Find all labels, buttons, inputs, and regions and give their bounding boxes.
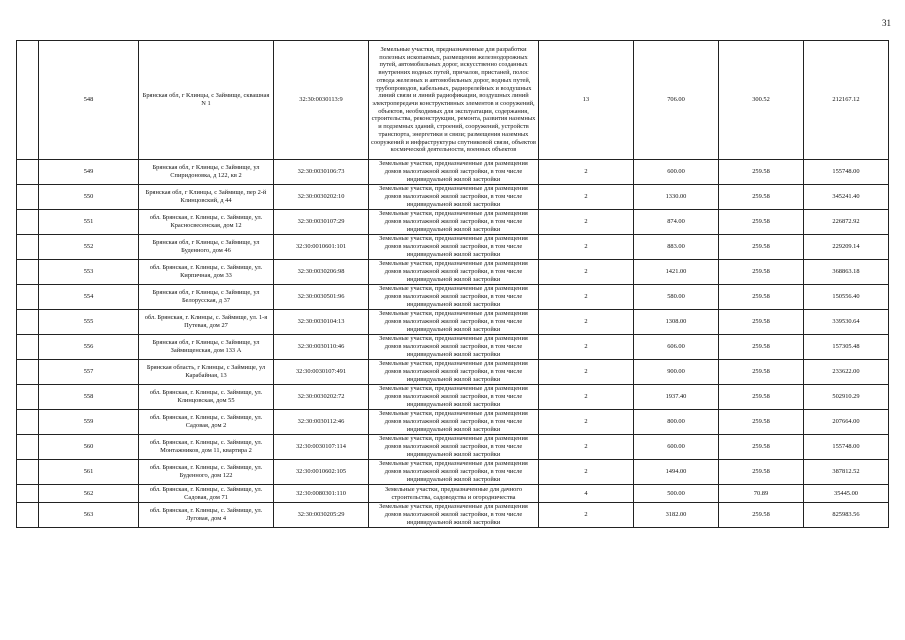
land-purpose-cell: Земельные участки, предназначенные для размещения домов малоэтажной жилой застройки, в том числе индивидуальной жилой застройки: [369, 210, 539, 235]
land-purpose-cell: Земельные участки, предназначенные для разработки полезных ископаемых, размещения железнодорожных путей, автомобильных дорог, искусственно созданных внутренних водных путей, причалов, пристаней, полос отвода железных и автомобильных дорог, водных путей, трубопроводов, кабельных, радиорелейных и воздушных линий связи и линий радиофикации, воздушных линий электропередачи конструктивных элементов и сооружений, объектов, необходимых для эксплуатации, содержания, строительства, реконструкции, ремонта, развития наземных и подземных зданий, строений, сооружений, устройств транспорта, энергетики и связи; размещения наземных сооружений и инфраструктуры спутниковой связи, объектов космической деятельности, военных объектов: [369, 41, 539, 160]
area-cell: 580.00: [634, 285, 719, 310]
area-cell: 1494.00: [634, 460, 719, 485]
blank-cell: [17, 460, 39, 485]
blank-cell: [17, 185, 39, 210]
table-row: [17, 41, 889, 160]
land-purpose-cell: Земельные участки, предназначенные для размещения домов малоэтажной жилой застройки, в том числе индивидуальной жилой застройки: [369, 385, 539, 410]
blank-cell: [17, 310, 39, 335]
land-type-code-cell: 2: [539, 460, 634, 485]
area-cell: 883.00: [634, 235, 719, 260]
cadastral-number-cell: 32:30:0030501:96: [274, 285, 369, 310]
blank-cell: [17, 41, 39, 160]
page-number: 31: [882, 18, 891, 28]
land-type-code-cell: 2: [539, 260, 634, 285]
land-type-code-cell: 2: [539, 410, 634, 435]
address-cell: обл. Брянская, г. Клинцы, с. Займище, ул. Клинцовская, дом 55: [139, 385, 274, 410]
area-cell: 900.00: [634, 360, 719, 385]
blank-cell: [17, 360, 39, 385]
area-cell: 874.00: [634, 210, 719, 235]
land-type-code-cell: 2: [539, 285, 634, 310]
row-number-cell: 556: [39, 335, 139, 360]
cadastral-number-cell: 32:30:0030107:114: [274, 435, 369, 460]
blank-cell: [17, 410, 39, 435]
land-purpose-cell: Земельные участки, предназначенные для размещения домов малоэтажной жилой застройки, в том числе индивидуальной жилой застройки: [369, 310, 539, 335]
cadastral-rate-cell: 259.58: [719, 503, 804, 528]
cadastral-value-cell: 155748.00: [804, 160, 889, 185]
address-cell: Брянская обл, г Клинцы, с Займище, ул Буденного, дом 46: [139, 235, 274, 260]
cadastral-value-cell: 155748.00: [804, 435, 889, 460]
land-purpose-cell: Земельные участки, предназначенные для размещения домов малоэтажной жилой застройки, в том числе индивидуальной жилой застройки: [369, 160, 539, 185]
row-number-cell: 561: [39, 460, 139, 485]
land-type-code-cell: 2: [539, 310, 634, 335]
address-cell: обл. Брянская, г. Клинцы, с. Займище, ул. Красносвесенская, дом 12: [139, 210, 274, 235]
table-row: [17, 460, 889, 485]
cadastral-value-cell: 345241.40: [804, 185, 889, 210]
blank-cell: [17, 335, 39, 360]
cadastral-rate-cell: 259.58: [719, 410, 804, 435]
area-cell: 1937.40: [634, 385, 719, 410]
row-number-cell: 558: [39, 385, 139, 410]
land-type-code-cell: 2: [539, 160, 634, 185]
row-number-cell: 563: [39, 503, 139, 528]
cadastral-value-cell: 502910.29: [804, 385, 889, 410]
blank-cell: [17, 235, 39, 260]
cadastral-number-cell: 32:30:0080301:110: [274, 485, 369, 503]
cadastral-rate-cell: 300.52: [719, 41, 804, 160]
cadastral-number-cell: 32:30:0030113:9: [274, 41, 369, 160]
address-cell: обл. Брянская, г. Клинцы, с. Займище, ул. Садовая, дом 2: [139, 410, 274, 435]
cadastral-rate-cell: 259.58: [719, 185, 804, 210]
area-cell: 606.00: [634, 335, 719, 360]
cadastral-rate-cell: 259.58: [719, 310, 804, 335]
table-row: [17, 410, 889, 435]
land-purpose-cell: Земельные участки, предназначенные для размещения домов малоэтажной жилой застройки, в том числе индивидуальной жилой застройки: [369, 435, 539, 460]
row-number-cell: 551: [39, 210, 139, 235]
blank-cell: [17, 285, 39, 310]
row-number-cell: 562: [39, 485, 139, 503]
address-cell: обл. Брянская, г. Клинцы, с. Займище, ул. Луговая, дом 4: [139, 503, 274, 528]
cadastral-number-cell: 32:30:0030206:98: [274, 260, 369, 285]
table-row: [17, 335, 889, 360]
cadastral-value-cell: 35445.00: [804, 485, 889, 503]
cadastral-number-cell: 32:30:0030202:10: [274, 185, 369, 210]
cadastral-value-cell: 157305.48: [804, 335, 889, 360]
table-row: [17, 435, 889, 460]
land-type-code-cell: 2: [539, 335, 634, 360]
land-purpose-cell: Земельные участки, предназначенные для размещения домов малоэтажной жилой застройки, в том числе индивидуальной жилой застройки: [369, 260, 539, 285]
address-cell: Брянская обл, г Клинцы, с Займище, пер 2-й Клинцовский, д 44: [139, 185, 274, 210]
table-row: [17, 260, 889, 285]
land-type-code-cell: 2: [539, 385, 634, 410]
cadastral-rate-cell: 259.58: [719, 260, 804, 285]
land-type-code-cell: 2: [539, 503, 634, 528]
blank-cell: [17, 435, 39, 460]
cadastral-number-cell: 32:30:0030107:29: [274, 210, 369, 235]
address-cell: обл. Брянская, г. Клинцы, с. Займище, ул. Кирпичная, дом 33: [139, 260, 274, 285]
table-row: [17, 503, 889, 528]
blank-cell: [17, 210, 39, 235]
cadastral-value-cell: 212167.12: [804, 41, 889, 160]
table-row: [17, 285, 889, 310]
cadastral-rate-cell: 259.58: [719, 160, 804, 185]
cadastral-rate-cell: 259.58: [719, 235, 804, 260]
land-type-code-cell: 2: [539, 235, 634, 260]
land-purpose-cell: Земельные участки, предназначенные для дачного строительства, садоводства и огородничества: [369, 485, 539, 503]
cadastral-rate-cell: 259.58: [719, 460, 804, 485]
table-row: [17, 310, 889, 335]
area-cell: 1421.00: [634, 260, 719, 285]
cadastral-value-cell: 825983.56: [804, 503, 889, 528]
cadastral-rate-cell: 259.58: [719, 285, 804, 310]
cadastral-value-cell: 207664.00: [804, 410, 889, 435]
cadastral-rate-cell: 259.58: [719, 360, 804, 385]
cadastral-rate-cell: 259.58: [719, 335, 804, 360]
row-number-cell: 553: [39, 260, 139, 285]
address-cell: Брянская обл, г Клинцы, с Займище, ул Белорусская, д 37: [139, 285, 274, 310]
land-purpose-cell: Земельные участки, предназначенные для размещения домов малоэтажной жилой застройки, в том числе индивидуальной жилой застройки: [369, 335, 539, 360]
cadastral-value-cell: 339530.64: [804, 310, 889, 335]
cadastral-value-cell: 226872.92: [804, 210, 889, 235]
blank-cell: [17, 260, 39, 285]
area-cell: 500.00: [634, 485, 719, 503]
table-body: [17, 41, 889, 528]
row-number-cell: 554: [39, 285, 139, 310]
area-cell: 3182.00: [634, 503, 719, 528]
land-type-code-cell: 2: [539, 360, 634, 385]
address-cell: Брянская обл, г Клинцы, с Займище, ул Займищенская, дом 133 А: [139, 335, 274, 360]
cadastral-number-cell: 32:30:0010602:105: [274, 460, 369, 485]
cadastral-rate-cell: 70.89: [719, 485, 804, 503]
row-number-cell: 549: [39, 160, 139, 185]
blank-cell: [17, 503, 39, 528]
table-row: [17, 360, 889, 385]
area-cell: 1330.00: [634, 185, 719, 210]
cadastral-number-cell: 32:30:0030202:72: [274, 385, 369, 410]
land-type-code-cell: 4: [539, 485, 634, 503]
cadastral-number-cell: 32:30:0030104:13: [274, 310, 369, 335]
land-type-code-cell: 2: [539, 210, 634, 235]
cadastral-number-cell: 32:30:0030112:46: [274, 410, 369, 435]
address-cell: обл. Брянская, г. Клинцы, с. Займище, ул. Монтажников, дом 11, квартира 2: [139, 435, 274, 460]
cadastral-number-cell: 32:30:0030107:491: [274, 360, 369, 385]
address-cell: Брянская обл, г Клинцы, с Займище, ул Спиридоновка, д 122, кв 2: [139, 160, 274, 185]
land-purpose-cell: Земельные участки, предназначенные для размещения домов малоэтажной жилой застройки, в том числе индивидуальной жилой застройки: [369, 410, 539, 435]
cadastral-number-cell: 32:30:0030110:46: [274, 335, 369, 360]
cadastral-value-cell: 233622.00: [804, 360, 889, 385]
table-row: [17, 385, 889, 410]
row-number-cell: 550: [39, 185, 139, 210]
land-purpose-cell: Земельные участки, предназначенные для размещения домов малоэтажной жилой застройки, в том числе индивидуальной жилой застройки: [369, 460, 539, 485]
area-cell: 1308.00: [634, 310, 719, 335]
row-number-cell: 557: [39, 360, 139, 385]
address-cell: обл. Брянская, г. Клинцы, с. Займище, ул. Буденного, дом 122: [139, 460, 274, 485]
cadastral-number-cell: 32:30:0010601:101: [274, 235, 369, 260]
address-cell: обл. Брянская, г. Клинцы, с. Займище, ул. Садовая, дом 71: [139, 485, 274, 503]
land-purpose-cell: Земельные участки, предназначенные для размещения домов малоэтажной жилой застройки, в том числе индивидуальной жилой застройки: [369, 185, 539, 210]
row-number-cell: 552: [39, 235, 139, 260]
area-cell: 800.00: [634, 410, 719, 435]
cadastral-value-cell: 229209.14: [804, 235, 889, 260]
address-cell: обл. Брянская, г. Клинцы, с. Займище, ул. 1-я Путевая, дом 27: [139, 310, 274, 335]
cadastral-value-cell: 387812.52: [804, 460, 889, 485]
land-purpose-cell: Земельные участки, предназначенные для размещения домов малоэтажной жилой застройки, в том числе индивидуальной жилой застройки: [369, 235, 539, 260]
cadastral-number-cell: 32:30:0030205:29: [274, 503, 369, 528]
blank-cell: [17, 385, 39, 410]
table-row: [17, 485, 889, 503]
cadastral-rate-cell: 259.58: [719, 210, 804, 235]
cadastral-registry-table: [16, 40, 889, 528]
blank-cell: [17, 160, 39, 185]
area-cell: 600.00: [634, 435, 719, 460]
blank-cell: [17, 485, 39, 503]
area-cell: 600.00: [634, 160, 719, 185]
address-cell: Брянская область, г Клинцы, с Займище, ул Карабайная, 13: [139, 360, 274, 385]
cadastral-rate-cell: 259.58: [719, 435, 804, 460]
address-cell: Брянская обл, г Клинцы, с Займище, сквашная N 1: [139, 41, 274, 160]
table-row: [17, 160, 889, 185]
cadastral-number-cell: 32:30:0030106:73: [274, 160, 369, 185]
table-row: [17, 235, 889, 260]
cadastral-value-cell: 368863.18: [804, 260, 889, 285]
land-purpose-cell: Земельные участки, предназначенные для размещения домов малоэтажной жилой застройки, в том числе индивидуальной жилой застройки: [369, 360, 539, 385]
row-number-cell: 559: [39, 410, 139, 435]
land-purpose-cell: Земельные участки, предназначенные для размещения домов малоэтажной жилой застройки, в том числе индивидуальной жилой застройки: [369, 285, 539, 310]
table-row: [17, 185, 889, 210]
table-row: [17, 210, 889, 235]
land-type-code-cell: 2: [539, 435, 634, 460]
area-cell: 706.00: [634, 41, 719, 160]
cadastral-value-cell: 150556.40: [804, 285, 889, 310]
row-number-cell: 548: [39, 41, 139, 160]
land-purpose-cell: Земельные участки, предназначенные для размещения домов малоэтажной жилой застройки, в том числе индивидуальной жилой застройки: [369, 503, 539, 528]
cadastral-rate-cell: 259.58: [719, 385, 804, 410]
row-number-cell: 560: [39, 435, 139, 460]
land-type-code-cell: 2: [539, 185, 634, 210]
row-number-cell: 555: [39, 310, 139, 335]
land-type-code-cell: 13: [539, 41, 634, 160]
